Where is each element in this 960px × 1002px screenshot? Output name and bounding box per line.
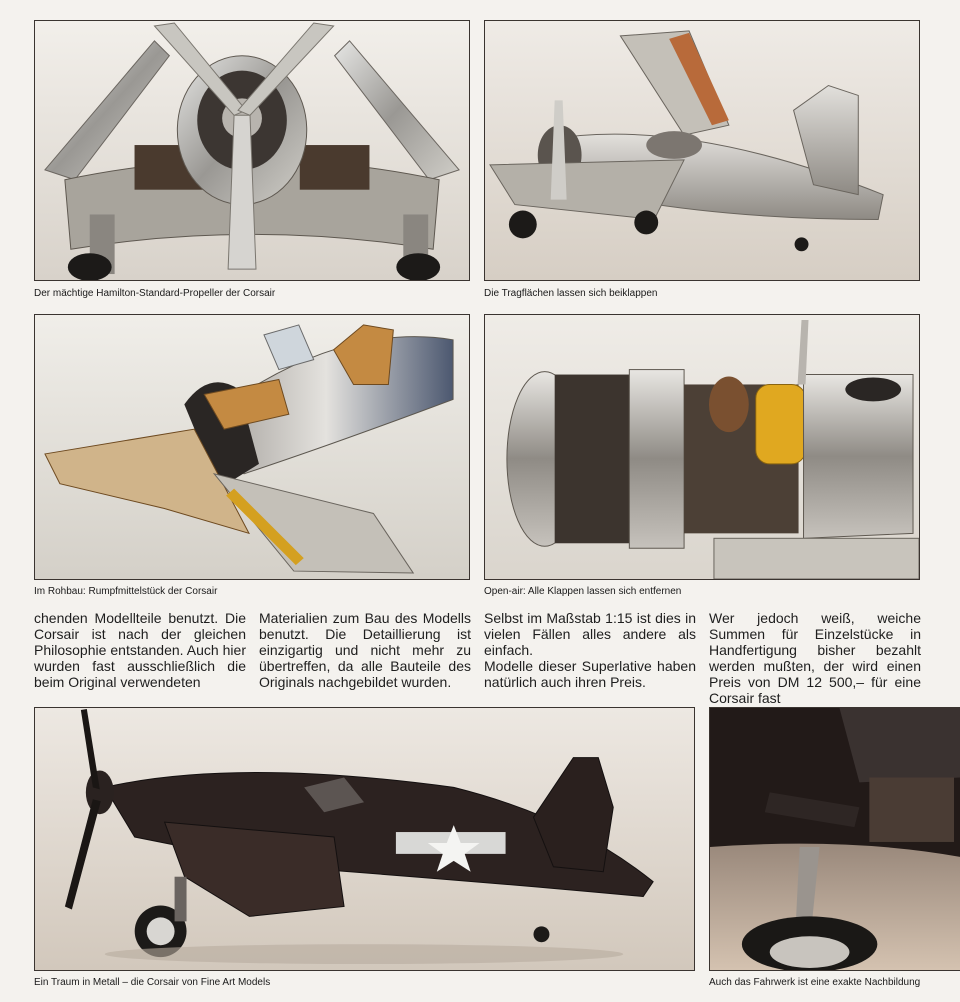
- text-column-1: [34, 610, 246, 690]
- text-column-3-paragraph-1: Selbst im Maßstab 1:15 ist dies in vielen Fällen alles andere als einfach.: [484, 610, 696, 658]
- caption-landing-gear: Auch das Fahrwerk ist eine exakte Nachbildung: [709, 977, 921, 988]
- engine-illustration: [485, 315, 919, 579]
- caption-folding-wings: Die Tragflächen lassen sich beiklappen: [484, 288, 658, 299]
- text-column-3: [484, 610, 696, 690]
- corsair-illustration: [35, 708, 694, 970]
- photo-folding-wings: [484, 20, 920, 281]
- text-column-3-paragraph-2: Modelle dieser Superlative haben natürlich auch ihren Preis.: [484, 658, 696, 690]
- fuselage-illustration: [35, 315, 469, 579]
- text-column-2: [259, 610, 471, 690]
- photo-landing-gear: [709, 707, 960, 971]
- caption-engine-open: Open-air: Alle Klappen lassen sich entfernen: [484, 586, 682, 597]
- folding-wings-illustration: [485, 21, 919, 280]
- photo-fuselage-construction: [34, 314, 470, 580]
- photo-engine-open: [484, 314, 920, 580]
- photo-corsair-complete: [34, 707, 695, 971]
- landing-gear-illustration: [710, 708, 960, 970]
- text-column-4-paragraph-1: Wer jedoch weiß, weiche Summen für Einzelstücke in Handfertigung bisher bezahlt werden mußten, der wird einen Preis von DM 12 500,– für eine Corsair fast: [709, 610, 921, 706]
- caption-corsair-complete: Ein Traum in Metall – die Corsair von Fine Art Models: [34, 977, 271, 988]
- caption-fuselage-construction: Im Rohbau: Rumpfmittelstück der Corsair: [34, 586, 218, 597]
- text-column-4: [709, 610, 921, 706]
- photo-propeller: [34, 20, 470, 281]
- propeller-illustration: [35, 21, 469, 280]
- caption-propeller: Der mächtige Hamilton-Standard-Propeller der Corsair: [34, 288, 276, 299]
- text-column-2-paragraph-1: Materialien zum Bau des Modells benutzt. Die Detaillierung ist einzigartig und nicht mehr zu übertreffen, da alle Bauteile des Originals nachgebildet wurden.: [259, 610, 471, 690]
- text-column-1-paragraph-1: chenden Modellteile benutzt. Die Corsair ist nach der gleichen Philosophie entstanden. Auch hier wurden fast ausschließlich die beim Original verwendeten: [34, 610, 246, 690]
